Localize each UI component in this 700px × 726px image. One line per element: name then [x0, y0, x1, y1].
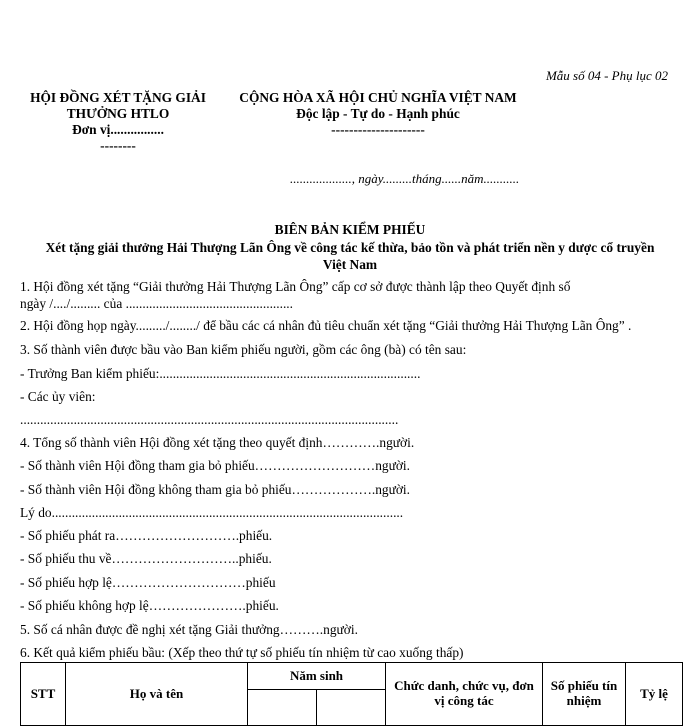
council-name-line1: HỘI ĐỒNG XÉT TẶNG GIẢI: [30, 90, 206, 105]
header-birth-year: Năm sinh: [248, 663, 386, 690]
body-line-15: - Số phiếu không hợp lệ………………….phiếu.: [20, 598, 279, 613]
header-ratio: Tỷ lệ: [626, 663, 683, 726]
national-header: [228, 90, 528, 138]
body-line-6: - Các ủy viên:: [20, 389, 96, 404]
birth-year-col-1: [248, 690, 317, 726]
body-line-10: - Số thành viên Hội đồng không tham gia bỏ phiếu……………….người.: [20, 482, 410, 497]
document-subtitle: [10, 239, 690, 273]
header-stt: STT: [21, 663, 66, 726]
table-header-row: [21, 663, 683, 690]
body-line-17: 6. Kết quả kiểm phiếu bầu: (Xếp theo thứ tự số phiếu tín nhiệm từ cao xuống thấp): [20, 645, 464, 660]
nation-name: CỘNG HÒA XÃ HỘI CHỦ NGHĨA VIỆT NAM: [239, 90, 517, 105]
body-line-2: ngày /..../......... của ..................................................: [20, 296, 293, 311]
body-line-11: Lý do.........................................................................................................: [20, 505, 404, 520]
body-line-16: 5. Số cá nhân được đề nghị xét tặng Giải thưởng……….người.: [20, 622, 358, 637]
body-line-12: - Số phiếu phát ra……………………….phiếu.: [20, 528, 273, 543]
body-line-7: .................................................................................................................: [20, 412, 399, 427]
date-line: ..................., ngày.........tháng......năm...........: [290, 171, 520, 186]
body-line-8: 4. Tổng số thành viên Hội đồng xét tặng theo quyết định………….người.: [20, 435, 415, 450]
body-line-3: 2. Hội đồng họp ngày........./......../ để bầu các cá nhân đủ tiêu chuẩn xét tặng “Giải thưởng Hải Thượng Lãn Ông” .: [20, 318, 632, 333]
council-header: [18, 90, 218, 154]
body-line-5: - Trưởng Ban kiểm phiếu:..............................................................................: [20, 366, 421, 381]
motto-divider: ---------------------: [331, 122, 425, 137]
document-title: BIÊN BẢN KIỂM PHIẾU: [274, 222, 426, 237]
unit-label: Đơn vị................: [72, 122, 164, 137]
national-motto: Độc lập - Tự do - Hạnh phúc: [296, 106, 460, 121]
form-code: Mẫu số 04 - Phụ lục 02: [545, 68, 668, 83]
body-line-13: - Số phiếu thu về………………………..phiếu.: [20, 551, 272, 566]
body-line-1: 1. Hội đồng xét tặng “Giải thưởng Hải Thượng Lãn Ông” cấp cơ sở được thành lập theo Quyết định số: [20, 279, 571, 294]
body-line-14: - Số phiếu hợp lệ…………………………phiếu: [20, 575, 276, 590]
header-votes: Số phiếu tín nhiệm: [543, 663, 626, 726]
result-table: [20, 662, 683, 726]
header-position: Chức danh, chức vụ, đơn vị công tác: [386, 663, 543, 726]
body-line-4: 3. Số thành viên được bầu vào Ban kiểm phiếu người, gồm các ông (bà) có tên sau:: [20, 342, 467, 357]
body-line-9: - Số thành viên Hội đồng tham gia bỏ phiếu………………………người.: [20, 458, 410, 473]
birth-year-col-2: [317, 690, 386, 726]
subtitle-line1: Xét tặng giải thưởng Hải Thượng Lãn Ông về công tác kế thừa, bảo tồn và phát triển nền y dược cổ truyền: [45, 240, 655, 255]
unit-divider: --------: [100, 138, 136, 153]
council-name-line2: THƯỞNG HTLO: [66, 106, 170, 121]
header-name: Họ và tên: [66, 663, 248, 726]
subtitle-line2: Việt Nam: [322, 257, 378, 272]
